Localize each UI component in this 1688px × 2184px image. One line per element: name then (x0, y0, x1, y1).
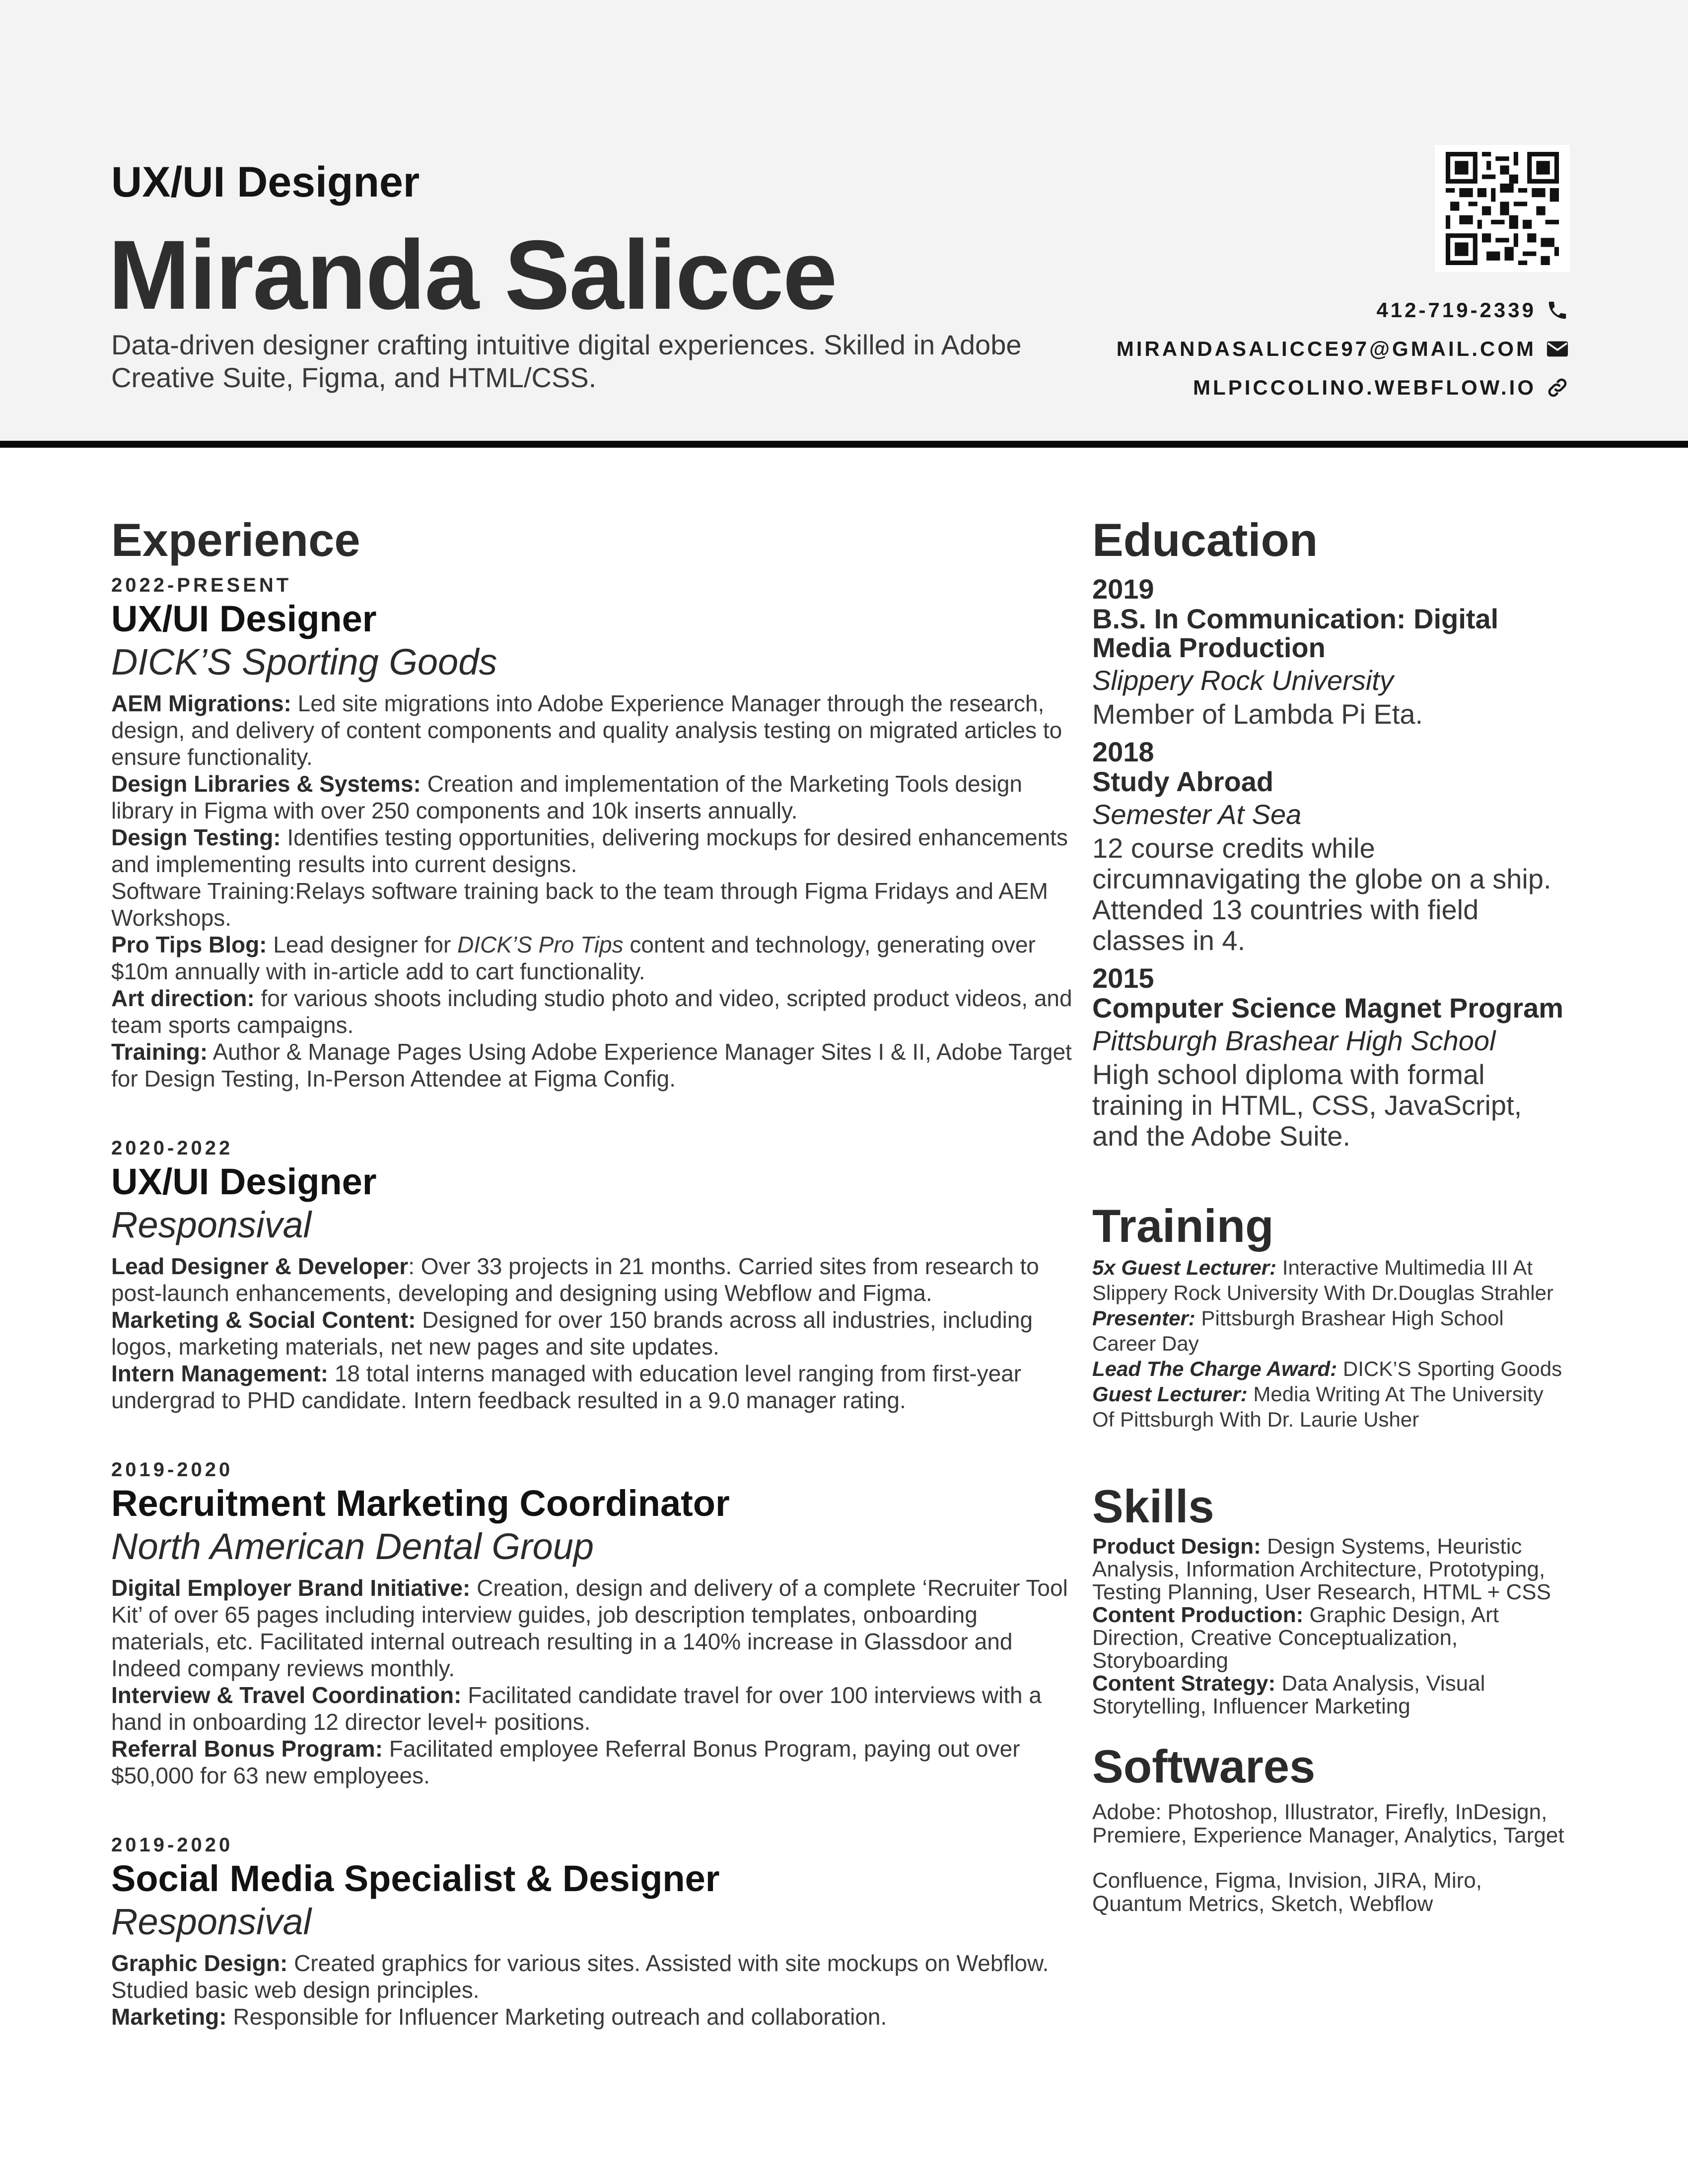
job-company: North American Dental Group (111, 1526, 594, 1567)
education-degree: B.S. In Communication: Digital Media Production (1092, 603, 1499, 663)
job-item: Design Testing: Identifies testing opportunities, delivering mockups for desired enhancements and implementing results into current designs. (111, 824, 1068, 877)
job-item: Graphic Design: Created graphics for various sites. Assisted with site mockups on Webflow. Studied basic web design principles. (111, 1950, 1049, 2003)
education-description: Member of Lambda Pi Eta. (1092, 698, 1423, 730)
software-list: Confluence, Figma, Invision, JIRA, Miro, Quantum Metrics, Sketch, Webflow (1092, 1868, 1482, 1916)
job-item: Intern Management: 18 total interns managed with education level ranging from first-year undergrad to PHD candidate. Intern feedback resulted in a 9.0 manager rating. (111, 1361, 1022, 1413)
job-date: 2020-2022 (111, 1137, 233, 1159)
job-entry (111, 1457, 1079, 1789)
education-school: Semester At Sea (1092, 799, 1302, 830)
education-degree: Computer Science Magnet Program (1092, 992, 1564, 1024)
phone-icon (1546, 299, 1569, 322)
email-text[interactable]: MIRANDASALICCE97@GMAIL.COM (1116, 337, 1536, 360)
qr-code-icon (1444, 152, 1561, 265)
job-item: Interview & Travel Coordination: Facilitated candidate travel for over 100 interviews with a hand in onboarding 12 director level+ positions. (111, 1682, 1042, 1735)
education-entry (1092, 574, 1569, 730)
training-item: Presenter: Pittsburgh Brashear High School Career Day (1092, 1306, 1504, 1355)
education-heading: Education (1092, 514, 1318, 566)
experience-column (111, 511, 1079, 2074)
phone-text[interactable]: 412-719-2339 (1376, 298, 1536, 322)
skills-item: Product Design: Design Systems, Heuristic Analysis, Information Architecture, Prototyping, Testing Planning, User Research, HTML + CSS (1092, 1534, 1551, 1604)
training-heading: Training (1092, 1200, 1274, 1252)
software-list: Adobe: Photoshop, Illustrator, Firefly, InDesign, Premiere, Experience Manager, Analytics, Target (1092, 1800, 1564, 1847)
job-item: Marketing & Social Content: Designed for over 150 brands across all industries, including logos, marketing materials, net new pages and site updates. (111, 1307, 1033, 1360)
job-item: Software Training:Relays software training back to the team through Figma Fridays and AEM Workshops. (111, 878, 1048, 931)
education-year: 2018 (1092, 736, 1154, 767)
job-date: 2019-2020 (111, 1459, 233, 1481)
training-item: 5x Guest Lecturer: Interactive Multimedia III At Slippery Rock University With Dr.Douglas Strahler (1092, 1256, 1553, 1304)
education-entry (1092, 737, 1569, 956)
skills-item: Content Production: Graphic Design, Art Direction, Creative Conceptualization, Storyboarding (1092, 1603, 1499, 1673)
job-company: Responsival (111, 1204, 312, 1245)
job-company: Responsival (111, 1901, 312, 1942)
job-item: Training: Author & Manage Pages Using Adobe Experience Manager Sites I & II, Adobe Target for Design Testing, In-Person Attendee at Figma Config. (111, 1039, 1072, 1092)
job-item: Lead Designer & Developer: Over 33 projects in 21 months. Carried sites from research to post-launch enhancements, developing and designing using Webflow and Figma. (111, 1253, 1039, 1306)
job-title: UX/UI Designer (111, 598, 377, 639)
job-company: DICK’S Sporting Goods (111, 641, 497, 682)
contact-website[interactable] (1117, 368, 1569, 407)
education-description: High school diploma with formal training in HTML, CSS, JavaScript, and the Adobe Suite. (1092, 1059, 1522, 1152)
job-item: Design Libraries & Systems: Creation and implementation of the Marketing Tools design library in Figma with over 250 components and 10k inserts annually. (111, 771, 1022, 823)
job-entry (111, 1833, 1079, 2030)
job-subtitle: UX/UI Designer (111, 158, 420, 206)
job-entry (111, 573, 1079, 1092)
job-title: Recruitment Marketing Coordinator (111, 1483, 730, 1524)
contact-phone[interactable] (1117, 291, 1569, 330)
header-divider (0, 441, 1688, 448)
skills-item: Content Strategy: Data Analysis, Visual Storytelling, Influencer Marketing (1092, 1671, 1485, 1718)
skills-heading: Skills (1092, 1480, 1214, 1532)
education-year: 2019 (1092, 573, 1154, 605)
link-icon (1546, 376, 1569, 399)
job-date: 2022-PRESENT (111, 574, 292, 596)
training-item: Lead The Charge Award: DICK’S Sporting Goods (1092, 1357, 1562, 1380)
education-entry (1092, 963, 1569, 1152)
sidebar-column (1092, 511, 1569, 1937)
education-school: Slippery Rock University (1092, 665, 1394, 696)
job-item: Art direction: for various shoots including studio photo and video, scripted product videos, and team sports campaigns. (111, 985, 1072, 1038)
education-description: 12 course credits while circumnavigating the globe on a ship. Attended 13 countries with field classes in 4. (1092, 832, 1551, 956)
job-item: Pro Tips Blog: Lead designer for DICK’S Pro Tips content and technology, generating over $10m annually with in-article add to cart functionality. (111, 932, 1036, 984)
job-item: Marketing: Responsible for Influencer Marketing outreach and collaboration. (111, 2004, 887, 2030)
qr-code[interactable] (1435, 145, 1570, 272)
education-school: Pittsburgh Brashear High School (1092, 1025, 1496, 1056)
job-title: UX/UI Designer (111, 1161, 377, 1202)
contact-email[interactable] (1117, 330, 1569, 368)
job-item: Digital Employer Brand Initiative: Creation, design and delivery of a complete ‘Recruiter Tool Kit’ of over 65 pages including interview guides, job description templates, onboarding materials, etc. Facilitated internal outreach resulting in a 140% increase in Glassdoor and Indeed company reviews monthly. (111, 1575, 1068, 1681)
job-title: Social Media Specialist & Designer (111, 1858, 720, 1899)
education-year: 2015 (1092, 962, 1154, 994)
job-item: AEM Migrations: Led site migrations into Adobe Experience Manager through the research, design, and delivery of content components and quality analysis testing on migrated articles to ensure functionality. (111, 690, 1062, 770)
candidate-name: Miranda Salicce (108, 220, 837, 330)
training-item: Guest Lecturer: Media Writing At The University Of Pittsburgh With Dr. Laurie Usher (1092, 1382, 1544, 1431)
tagline: Data-driven designer crafting intuitive digital experiences. Skilled in Adobe Creative Suite, Figma, and HTML/CSS. (111, 329, 1022, 393)
job-date: 2019-2020 (111, 1834, 233, 1856)
job-entry (111, 1136, 1079, 1414)
experience-heading: Experience (111, 514, 360, 566)
softwares-heading: Softwares (1092, 1740, 1316, 1792)
job-item: Referral Bonus Program: Facilitated employee Referral Bonus Program, paying out over $50,000 for 63 new employees. (111, 1736, 1020, 1788)
website-text[interactable]: MLPICCOLINO.WEBFLOW.IO (1193, 376, 1536, 399)
envelope-icon (1546, 339, 1569, 359)
contact-block (1117, 291, 1569, 407)
education-degree: Study Abroad (1092, 766, 1274, 797)
